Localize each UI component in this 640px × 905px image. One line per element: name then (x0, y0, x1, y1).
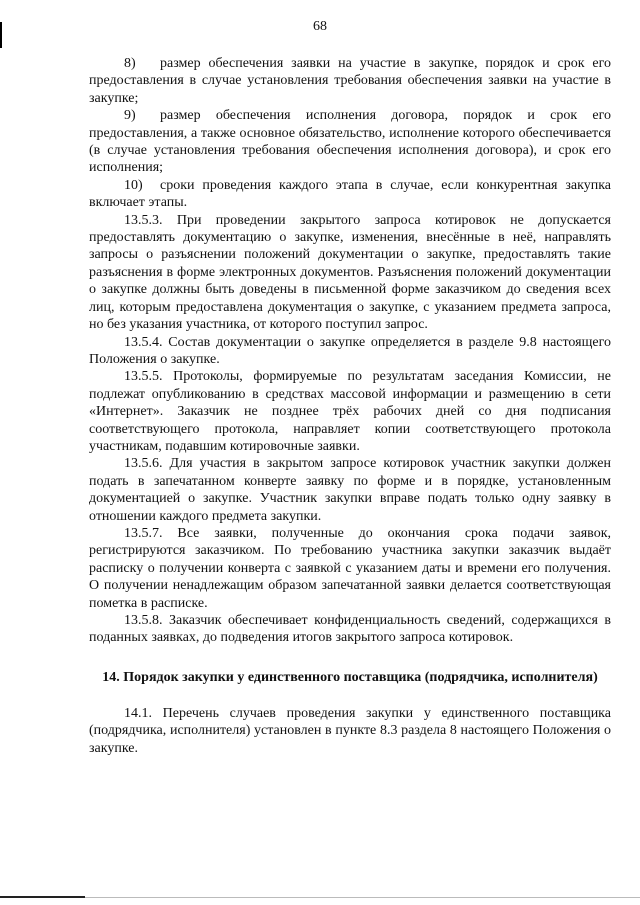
list-item-text: размер обеспечения исполнения договора, порядок и срок его предоставления, а также основное обязательство, исполнение которого обеспечивается (в случае установления требования обеспечения исполнения договора), и срок его исполнения; (89, 108, 611, 176)
paragraph-13-5-8: 13.5.8. Заказчик обеспечивает конфиденциальность сведений, содержащихся в поданных заявках, до подведения итогов закрытого запроса котировок. (89, 613, 611, 646)
list-item-number: 9) (124, 108, 136, 124)
list-item (89, 55, 611, 107)
paragraph-14-1: 14.1. Перечень случаев проведения закупки у единственного поставщика (подрядчика, исполнителя) установлен в пункте 8.3 раздела 8 настоящего Положения о закупке. (89, 705, 611, 756)
paragraph-13-5-3: 13.5.3. При проведении закрытого запроса котировок не допускается предоставлять документацию о закупке, изменения, внесённые в неё, направлять запросы о разъяснении положений документации о закупке, предоставлять такие разъяснения в форме электронных документов. Разъяснения положений документации о закупке должны быть доведены в письменной форме заказчиком до сведения всех лиц, которым предоставлена документация о закупке, с указанием предмета запроса, но без указания участника, от которого поступил запрос. (89, 212, 611, 333)
list-item-number: 8) (124, 56, 136, 71)
page-number: 68 (313, 19, 327, 34)
paragraph-13-5-5: 13.5.5. Протоколы, формируемые по результатам заседания Комиссии, не подлежат опубликованию в средствах массовой информации и размещению в сети «Интернет». Заказчик не позднее трёх рабочих дней со дня подписания соответствующего протокола, направляет копии соответствующего протокола участникам, подавшим котировочные заявки. (89, 369, 611, 454)
list-item-number: 10) (124, 177, 143, 193)
scan-edge-line (85, 897, 640, 898)
list-item-text: сроки проведения каждого этапа в случае, если конкурентная закупка включает этапы. (89, 177, 611, 211)
list-item-text: размер обеспечения заявки на участие в закупке, порядок и срок его предоставления в случае установления требования обеспечения заявки на участие в закупке; (89, 56, 611, 106)
section-heading: 14. Порядок закупки у единственного поставщика (подрядчика, исполнителя) (102, 669, 598, 685)
list-item (89, 107, 611, 177)
list-item (89, 177, 611, 212)
scan-edge-mark (0, 896, 85, 898)
paragraph-13-5-4: 13.5.4. Состав документации о закупке определяется в разделе 9.8 настоящего Положения о закупке. (89, 334, 611, 367)
document-body (89, 55, 611, 757)
paragraph-13-5-6: 13.5.6. Для участия в закрытом запросе котировок участник закупки должен подать в запечатанном конверте заявку по форме и в порядке, установленным документацией о закупке. Участник закупки вправе подать только одну заявку в отношении каждого предмета закупки. (89, 456, 611, 524)
paragraph-13-5-7: 13.5.7. Все заявки, полученные до окончания срока подачи заявок, регистрируются заказчиком. По требованию участника закупки заказчик выдаёт расписку о получении конверта с заявкой с указанием даты и времени его получения. О получении ненадлежащим образом запечатанной заявки делается соответствующая пометка в расписке. (89, 525, 611, 611)
